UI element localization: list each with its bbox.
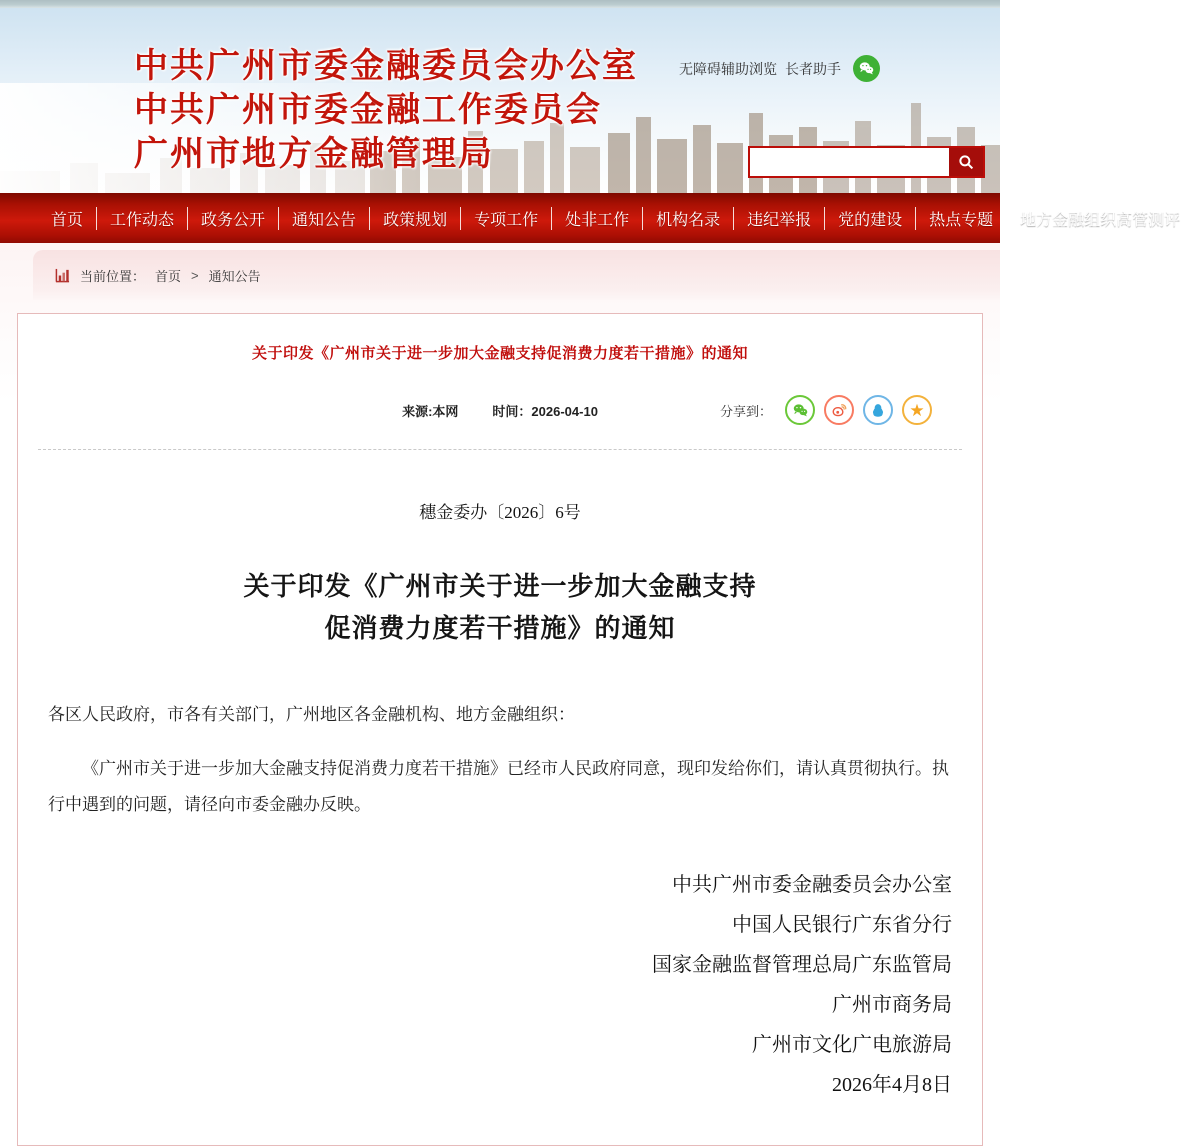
nav-item[interactable]: 热点专题 xyxy=(915,207,1006,230)
article-source: 来源:本网 xyxy=(402,403,459,419)
salutation: 各区人民政府，市各有关部门，广州地区各金融机构、地方金融组织： xyxy=(48,705,575,724)
qq-share-icon[interactable] xyxy=(863,395,893,425)
signature-line: 广州市文化广电旅游局 xyxy=(752,1034,952,1056)
accessibility-link[interactable]: 无障碍辅助浏览 xyxy=(679,60,777,77)
signature-line: 广州市商务局 xyxy=(832,994,952,1016)
document-title-line1: 关于印发《广州市关于进一步加大金融支持 xyxy=(243,571,757,601)
search-icon xyxy=(957,153,975,171)
signature-line: 中国人民银行广东省分行 xyxy=(732,914,952,936)
document-title xyxy=(18,565,982,649)
signature-line: 国家金融监督管理总局广东监管局 xyxy=(652,954,952,976)
nav-item[interactable]: 工作动态 xyxy=(96,207,187,230)
nav-item[interactable]: 政策规划 xyxy=(369,207,460,230)
site-header xyxy=(0,8,1000,193)
nav-item[interactable]: 通知公告 xyxy=(278,207,369,230)
share-label: 分享到： xyxy=(719,403,772,419)
site-title-1: 中共广州市委金融委员会办公室 xyxy=(134,47,638,85)
nav-item[interactable]: 首页 xyxy=(51,211,84,229)
article-page-title: 关于印发《广州市关于进一步加大金融支持促消费力度若干措施》的通知 xyxy=(251,345,748,362)
document-number: 穗金委办〔2026〕6号 xyxy=(419,503,581,522)
site-title-3: 广州市地方金融管理局 xyxy=(134,135,494,173)
body-paragraph: 《广州市关于进一步加大金融支持促消费力度若干措施》已经市人民政府同意，现印发给你们，请认真贯彻执行。执行中遇到的问题，请径向市委金融办反映。 xyxy=(48,759,949,814)
article-time: 时间：2026-04-10 xyxy=(492,403,598,419)
header-utility-links xyxy=(679,55,880,82)
chart-bars-icon xyxy=(55,268,70,283)
dashed-divider xyxy=(38,449,962,450)
main-nav xyxy=(0,193,1181,243)
top-strip xyxy=(0,0,1000,8)
article-meta xyxy=(18,393,982,427)
nav-item[interactable]: 处非工作 xyxy=(551,207,642,230)
site-titles xyxy=(134,44,638,176)
share-bar xyxy=(720,393,932,427)
breadcrumb-current-link[interactable]: 通知公告 xyxy=(208,268,261,284)
signature-line: 中共广州市委金融委员会办公室 xyxy=(672,874,952,896)
nav-item[interactable]: 违纪举报 xyxy=(733,207,824,230)
elder-assistant-link[interactable]: 长者助手 xyxy=(785,60,841,77)
wechat-icon[interactable] xyxy=(853,55,880,82)
document-date: 2026年4月8日 xyxy=(832,1074,952,1096)
nav-item[interactable]: 专项工作 xyxy=(460,207,551,230)
article-container xyxy=(17,313,983,1146)
nav-item[interactable]: 机构名录 xyxy=(642,207,733,230)
favorite-star-icon[interactable]: ★ xyxy=(902,395,932,425)
weibo-share-icon[interactable] xyxy=(824,395,854,425)
signature-block xyxy=(18,865,982,1065)
site-title-2: 中共广州市委金融工作委员会 xyxy=(134,91,602,129)
search-input[interactable] xyxy=(750,148,949,176)
nav-item[interactable]: 政务公开 xyxy=(187,207,278,230)
breadcrumb xyxy=(33,250,1000,300)
site-search xyxy=(748,146,985,178)
breadcrumb-home-link[interactable]: 首页 xyxy=(155,268,182,284)
search-button[interactable] xyxy=(949,148,983,176)
document-title-line2: 促消费力度若干措施》的通知 xyxy=(324,613,676,643)
breadcrumb-label: 当前位置： xyxy=(80,268,146,284)
document-body xyxy=(18,697,982,823)
nav-item[interactable]: 党的建设 xyxy=(824,207,915,230)
page-body xyxy=(0,243,1000,1146)
breadcrumb-separator: > xyxy=(191,267,199,283)
wechat-share-icon[interactable] xyxy=(785,395,815,425)
nav-item[interactable]: 地方金融组织高管测评 xyxy=(1006,207,1193,230)
